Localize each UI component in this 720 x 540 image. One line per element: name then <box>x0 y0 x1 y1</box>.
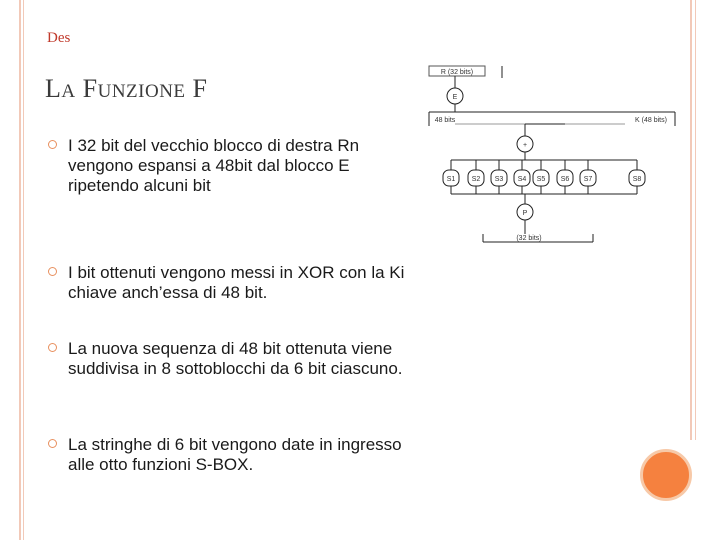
diagram-input-label: R (32 bits) <box>440 69 474 76</box>
sbox-label: S5 <box>536 176 546 183</box>
diagram-expansion-label: E <box>452 94 458 101</box>
sbox-label: S3 <box>494 176 504 183</box>
frame-left-line-inner <box>23 0 24 540</box>
sbox-label: S2 <box>471 176 481 183</box>
frame-right-line <box>690 0 692 440</box>
header-label: Des <box>47 30 71 46</box>
diagram-left-label: 48 bits <box>434 117 456 124</box>
diagram-perm-label: P <box>522 210 528 217</box>
sbox-label: S7 <box>583 176 593 183</box>
bullet-text: La nuova sequenza di 48 bit ottenuta viene suddivisa in 8 sottoblocchi da 6 bit ciascuno. <box>68 339 403 378</box>
bullet-item <box>48 136 408 263</box>
diagram-xor-label: + <box>522 142 528 149</box>
bullet-text: I bit ottenuti vengono messi in XOR con la Ki chiave anch’essa di 48 bit. <box>68 263 405 302</box>
bullet-text: I 32 bit del vecchio blocco di destra Rn vengono espansi a 48bit dal blocco E ripetendo alcuni bit <box>68 136 360 195</box>
bullet-item <box>48 263 408 339</box>
diagram-key-label: K (48 bits) <box>635 117 667 124</box>
bullet-circle-icon <box>48 267 57 276</box>
sbox-label: S6 <box>560 176 570 183</box>
slide-title: LA FUNZIONE F <box>45 74 208 103</box>
bullet-item <box>48 339 408 435</box>
sbox-label: S8 <box>632 176 642 183</box>
decorative-orange-circle <box>640 449 692 501</box>
bullet-text: La stringhe di 6 bit vengono date in ingresso alle otto funzioni S-BOX. <box>68 435 402 474</box>
bullet-list <box>48 136 408 475</box>
bullet-circle-icon <box>48 439 57 448</box>
frame-left-line <box>19 0 21 540</box>
bullet-circle-icon <box>48 140 57 149</box>
bullet-item <box>48 435 408 475</box>
sbox-label: S1 <box>446 176 456 183</box>
bullet-circle-icon <box>48 343 57 352</box>
diagram-output-label: (32 bits) <box>516 235 542 242</box>
frame-right-line-inner <box>695 0 696 440</box>
des-function-diagram <box>425 60 685 250</box>
sbox-label: S4 <box>517 176 527 183</box>
